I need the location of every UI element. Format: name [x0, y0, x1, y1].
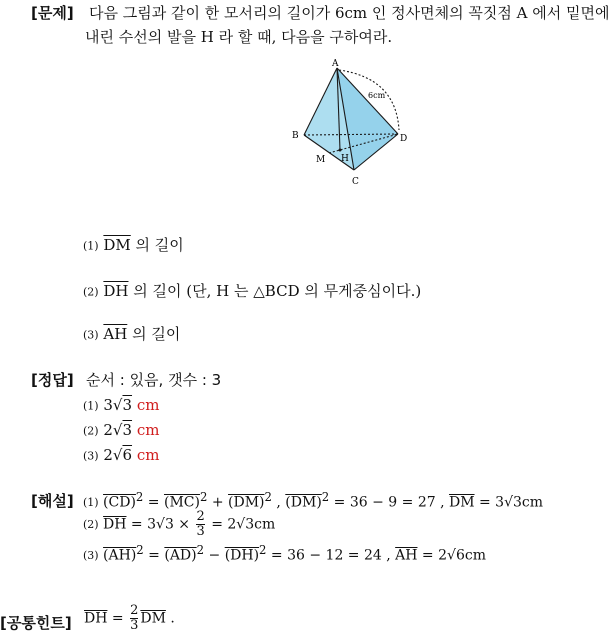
label-edge-length: 6cm [368, 91, 386, 100]
item-number: (2) [83, 285, 99, 299]
item-number: (1) [83, 399, 99, 413]
problem-tag: [문제] [31, 4, 74, 22]
explanation-tag: [해설] [31, 492, 74, 510]
unit: cm [136, 446, 160, 464]
answer-item-1: (1) 3√3 cm [83, 396, 160, 414]
label-h: H [341, 154, 349, 164]
segment: $\overline{AH}$ [103, 325, 128, 343]
problem-item-1 [83, 234, 184, 255]
label-a: A [332, 59, 339, 69]
label-d: D [400, 134, 408, 144]
hint-formula: $\overline{DH}$ = $\frac{2}{3}$ $\overline{DM}$ . [84, 603, 175, 633]
radicand: 6 [122, 446, 133, 464]
answer-item-3: (3) 2√6 cm [83, 446, 160, 464]
unit: cm [136, 421, 160, 439]
label-c: C [352, 177, 359, 187]
item-number: (3) [83, 328, 99, 342]
item-number: (2) [83, 424, 99, 438]
segment: $\overline{DM}$ [103, 236, 131, 254]
hint-tag: [공통힌트] [0, 614, 72, 632]
fraction: $\frac{2}{3}$ [130, 603, 139, 633]
unit: cm [136, 396, 160, 414]
radicand: 3 [122, 396, 133, 414]
explanation-line-3: (3) (AH)$^2$ = (AD)$^2$ − (DH)$^2$ = 36 − 12 = 24 , $\overline{AH} = 2√6cm$ [83, 543, 486, 564]
fraction: $\frac{2}{3}$ [196, 509, 205, 539]
problem-line-2: 내린 수선의 발을 H 라 할 때, 다음을 구하여라. [85, 28, 393, 46]
coefficient: 2 [103, 446, 113, 464]
problem-item-3 [83, 323, 180, 344]
answer-tag: [정답] [31, 371, 74, 389]
item-number: (3) [83, 449, 99, 463]
answer-meta: 순서 : 있음, 갯수 : 3 [86, 371, 222, 389]
segment: $\overline{DH}$ [103, 282, 129, 300]
radicand: 3 [122, 421, 133, 439]
item-text: 의 길이 (단, H 는 △BCD 의 무게중심이다.) [133, 282, 422, 300]
label-m: M [316, 155, 326, 165]
explanation-line-2: (2) $\overline{DH} = 3√3$ × $\frac{2}{3}$ = 2√3cm [83, 509, 276, 539]
problem-line-1: 다음 그림과 같이 한 모서리의 길이가 6cm 인 정사면체의 꼭짓점 A 에서 밑면에 [89, 4, 610, 22]
coefficient: 2 [103, 421, 113, 439]
tetrahedron-figure [286, 58, 426, 193]
coefficient: 3 [103, 396, 113, 414]
item-text: 의 길이 [135, 236, 184, 254]
item-text: 의 길이 [132, 325, 181, 343]
explanation-line-1: (1) (CD)$^2$ = (MC)$^2$ + (DM)$^2$ , (DM)$^2$ = 36 − 9 = 27 , $\overline{DM} = 3√3cm$ [83, 490, 544, 511]
answer-item-2: (2) 2√3 cm [83, 421, 160, 439]
problem-item-2 [83, 280, 421, 301]
label-b: B [292, 131, 299, 141]
item-number: (1) [83, 239, 99, 253]
